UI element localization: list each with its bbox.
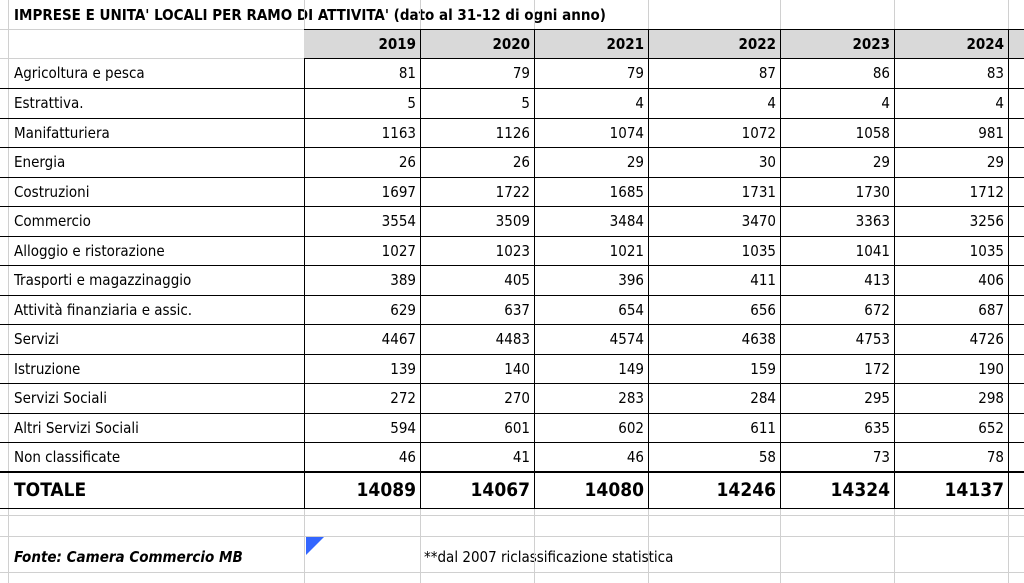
value-cell[interactable]: 652 [978,418,1004,437]
year-header[interactable]: 2024 [966,34,1004,53]
value-cell[interactable]: 405 [504,270,530,289]
value-cell[interactable]: 396 [618,270,644,289]
value-cell[interactable]: 1685 [609,182,644,201]
value-cell[interactable]: 1730 [855,182,890,201]
value-cell[interactable]: 3363 [855,211,890,230]
value-cell[interactable]: 687 [978,300,1004,319]
value-cell[interactable]: 1035 [969,241,1004,260]
comment-marker-icon[interactable] [306,537,326,557]
value-cell[interactable]: 5 [407,93,416,112]
value-cell[interactable]: 172 [864,359,890,378]
row-label[interactable]: Commercio [14,211,91,230]
value-cell[interactable]: 1023 [495,241,530,260]
value-cell[interactable]: 389 [390,270,416,289]
value-cell[interactable]: 149 [618,359,644,378]
value-cell[interactable]: 41 [512,447,530,466]
year-header[interactable]: 2023 [852,34,890,53]
value-cell[interactable]: 3256 [969,211,1004,230]
value-cell[interactable]: 3484 [609,211,644,230]
value-cell[interactable]: 78 [986,447,1004,466]
value-cell[interactable]: 1731 [741,182,776,201]
value-cell[interactable]: 79 [626,63,644,82]
value-cell[interactable]: 1126 [495,123,530,142]
value-cell[interactable]: 1041 [855,241,890,260]
value-cell[interactable]: 4 [881,93,890,112]
value-cell[interactable]: 1058 [855,123,890,142]
value-cell[interactable]: 29 [986,152,1004,171]
value-cell[interactable]: 29 [872,152,890,171]
value-cell[interactable]: 283 [618,388,644,407]
value-cell[interactable]: 4 [995,93,1004,112]
value-cell[interactable]: 1035 [741,241,776,260]
value-cell[interactable]: 140 [504,359,530,378]
value-cell[interactable]: 413 [864,270,890,289]
value-cell[interactable]: 656 [750,300,776,319]
total-cell[interactable]: 14067 [470,479,530,501]
value-cell[interactable]: 1722 [495,182,530,201]
value-cell[interactable]: 46 [626,447,644,466]
value-cell[interactable]: 26 [512,152,530,171]
value-cell[interactable]: 1712 [969,182,1004,201]
value-cell[interactable]: 611 [750,418,776,437]
value-cell[interactable]: 4483 [495,329,530,348]
value-cell[interactable]: 284 [750,388,776,407]
value-cell[interactable]: 4574 [609,329,644,348]
total-cell[interactable]: 14137 [944,479,1004,501]
value-cell[interactable]: 272 [390,388,416,407]
row-label[interactable]: Energia [14,152,66,171]
total-cell[interactable]: 14089 [356,479,416,501]
row-label[interactable]: Altri Servizi Sociali [14,418,139,437]
table-title: IMPRESE E UNITA' LOCALI PER RAMO DI ATTIVITA' (dato al 31-12 di ogni anno) [14,5,606,24]
value-cell[interactable]: 79 [512,63,530,82]
year-header[interactable]: 2019 [378,34,416,53]
value-cell[interactable]: 81 [398,63,416,82]
year-header[interactable]: 2020 [492,34,530,53]
row-label[interactable]: Istruzione [14,359,81,378]
value-cell[interactable]: 406 [978,270,1004,289]
row-label[interactable]: Trasporti e magazzinaggio [14,270,192,289]
value-cell[interactable]: 4 [767,93,776,112]
value-cell[interactable]: 46 [398,447,416,466]
row-label[interactable]: Estrattiva. [14,93,84,112]
value-cell[interactable]: 86 [872,63,890,82]
row-label[interactable]: Attività finanziaria e assic. [14,300,193,319]
value-cell[interactable]: 635 [864,418,890,437]
value-cell[interactable]: 637 [504,300,530,319]
value-cell[interactable]: 3509 [495,211,530,230]
total-cell[interactable]: 14246 [716,479,776,501]
row-label[interactable]: Alloggio e ristorazione [14,241,165,260]
value-cell[interactable]: 4638 [741,329,776,348]
row-label[interactable]: Manifatturiera [14,123,110,142]
value-cell[interactable]: 1027 [381,241,416,260]
value-cell[interactable]: 594 [390,418,416,437]
value-cell[interactable]: 1074 [609,123,644,142]
value-cell[interactable]: 629 [390,300,416,319]
value-cell[interactable]: 411 [750,270,776,289]
value-cell[interactable]: 1021 [609,241,644,260]
value-cell[interactable]: 4 [635,93,644,112]
value-cell[interactable]: 139 [390,359,416,378]
value-cell[interactable]: 3470 [741,211,776,230]
value-cell[interactable]: 654 [618,300,644,319]
value-cell[interactable]: 26 [398,152,416,171]
value-cell[interactable]: 3554 [381,211,416,230]
value-cell[interactable]: 1163 [381,123,416,142]
value-cell[interactable]: 87 [758,63,776,82]
value-cell[interactable]: 58 [758,447,776,466]
row-label[interactable]: Costruzioni [14,182,90,201]
value-cell[interactable]: 672 [864,300,890,319]
total-cell[interactable]: 14324 [830,479,890,501]
row-label[interactable]: Agricoltura e pesca [14,63,145,82]
value-cell[interactable]: 4467 [381,329,416,348]
source-note[interactable]: Fonte: Camera Commercio MB [14,548,243,566]
value-cell[interactable]: 295 [864,388,890,407]
classification-note[interactable]: **dal 2007 riclassificazione statistica [424,548,674,566]
value-cell[interactable]: 5 [521,93,530,112]
value-cell[interactable]: 159 [750,359,776,378]
value-cell[interactable]: 29 [626,152,644,171]
value-cell[interactable]: 73 [872,447,890,466]
value-cell[interactable]: 270 [504,388,530,407]
year-header[interactable]: 2021 [606,34,644,53]
total-cell[interactable]: 14080 [584,479,644,501]
value-cell[interactable]: 190 [978,359,1004,378]
value-cell[interactable]: 602 [618,418,644,437]
value-cell[interactable]: 298 [978,388,1004,407]
row-label[interactable]: Servizi [14,329,59,348]
value-cell[interactable]: 1072 [741,123,776,142]
row-label[interactable]: Non classificate [14,447,121,466]
value-cell[interactable]: 1697 [381,182,416,201]
value-cell[interactable]: 4726 [969,329,1004,348]
value-cell[interactable]: 4753 [855,329,890,348]
value-cell[interactable]: 981 [978,123,1004,142]
year-header[interactable]: 2022 [738,34,776,53]
value-cell[interactable]: 601 [504,418,530,437]
value-cell[interactable]: 83 [986,63,1004,82]
row-label[interactable]: Servizi Sociali [14,388,108,407]
total-label[interactable]: TOTALE [14,479,87,501]
value-cell[interactable]: 30 [758,152,776,171]
